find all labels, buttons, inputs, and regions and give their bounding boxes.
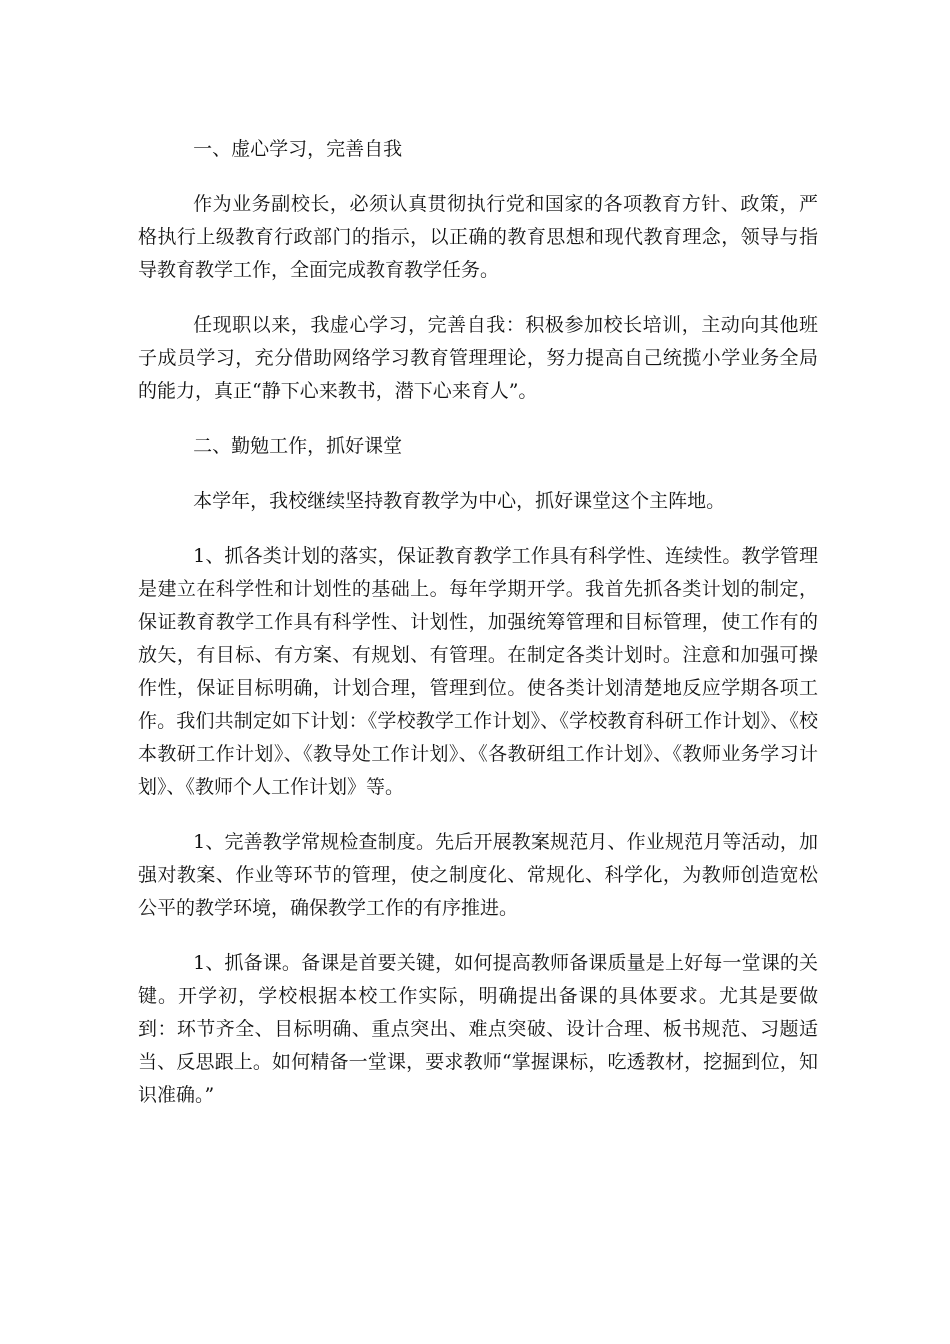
paragraph-role-duties: 作为业务副校长，必须认真贯彻执行党和国家的各项教育方针、政策，严格执行上级教育行政部门的指示，以正确的教育思想和现代教育理念，领导与指导教育教学工作，全面完成教育教学任务。 (138, 193, 818, 281)
paragraph-lesson-preparation: 1、抓备课。备课是首要关键，如何提高教师备课质量是上好每一堂课的关键。开学初，学校根据本校工作实际，明确提出备课的具体要求。尤其是要做到：环节齐全、目标明确、重点突出、难点突破、设计合理、板书规范、习题适当、反思跟上。如何精备一堂课，要求教师“掌握课标，吃透教材，挖掘到位，知识准确。” (138, 952, 818, 1106)
paragraph-plans: 1、抓各类计划的落实，保证教育教学工作具有科学性、连续性。教学管理是建立在科学性和计划性的基础上。每年学期开学。我首先抓各类计划的制定，保证教育教学工作具有科学性、计划性，加强统筹管理和目标管理，使工作有的放矢，有目标、有方案、有规划、有管理。在制定各类计划时。注意和加强可操作性，保证目标明确，计划合理，管理到位。使各类计划清楚地反应学期各项工作。我们共制定如下计划：《学校教学工作计划》、《学校教育科研工作计划》、《校本教研工作计划》、《教导处工作计划》、《各教研组工作计划》、《教师业务学习计划》、《教师个人工作计划》等。 (138, 545, 818, 798)
paragraph-classroom-focus: 本学年，我校继续坚持教育教学为中心，抓好课堂这个主阵地。 (193, 490, 726, 512)
section-heading-1: 一、虚心学习，完善自我 (193, 138, 403, 160)
section-heading-2: 二、勤勉工作，抓好课堂 (193, 435, 403, 457)
paragraph-inspection-system: 1、完善教学常规检查制度。先后开展教案规范月、作业规范月等活动，加强对教案、作业等环节的管理，使之制度化、常规化、科学化，为教师创造宽松公平的教学环境，确保教学工作的有序推进。 (138, 831, 818, 919)
document-body (138, 133, 818, 1134)
paragraph-self-improvement: 任现职以来，我虚心学习，完善自我：积极参加校长培训，主动向其他班子成员学习，充分借助网络学习教育管理理论，努力提高自己统揽小学业务全局的能力，真正“静下心来教书，潜下心来育人”。 (138, 314, 818, 402)
